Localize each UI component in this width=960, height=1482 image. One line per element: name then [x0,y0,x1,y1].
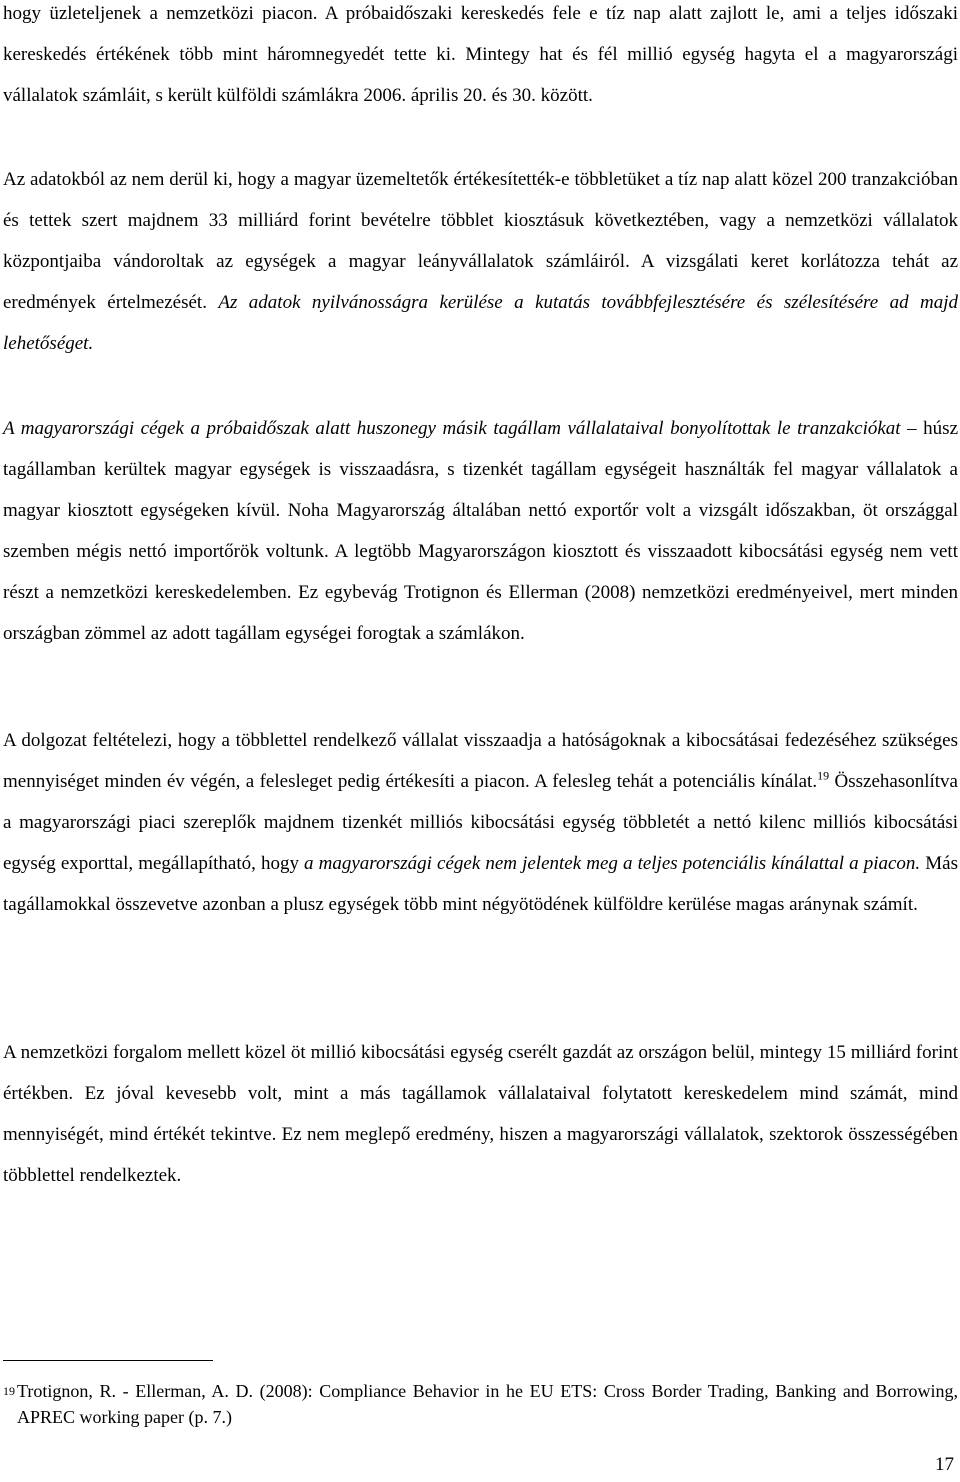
page-number: 17 [935,1454,954,1475]
paragraph-4-text-b: Összehasonlítva a magyarországi piaci szereplők majdnem tizenkét milliós kibocsátási egység többletét a nettó kilenc milliós kibocsátási egység exporttal, megállapítható, hogy [3,771,958,874]
paragraph-3 [3,408,958,654]
footnote-reference[interactable]: 19 [817,768,830,783]
paragraph-2-italic-text: Az adatok nyilvánosságra kerülése a kutatás továbbfejlesztésére és szélesítésére ad majd lehetőséget. [3,292,959,354]
paragraph-2-text: Az adatokból az nem derül ki, hogy a magyar üzemeltetők értékesítették-e többletüket a tíz nap alatt közel 200 tranzakcióban és tettek szert majdnem 33 milliárd forint bevételre többlet kiosztásuk következtében, vagy a nemzetközi vállalatok központjaiba vándoroltak az egységek a magyar leányvállalatok számláiról. A vizsgálati keret korlátozza tehát az eredmények értelmezését. [3,169,958,313]
footnote [3,1378,958,1430]
paragraph-4-text-c: Más tagállamokkal összevetve azonban a plusz egységek több mint négyötödének külföldre kerülése magas aránynak számít. [3,853,958,915]
paragraph-1 [3,0,958,116]
footnote-text: Trotignon, R. - Ellerman, A. D. (2008): Compliance Behavior in he EU ETS: Cross Border Trading, Banking and Borrowing, APREC working paper (p. 7.) [17,1381,958,1427]
paragraph-4-italic-text: a magyarországi cégek nem jelentek meg a teljes potenciális kínálattal a piacon. [304,853,921,874]
paragraph-2 [3,159,958,364]
paragraph-3-italic-text: A magyarországi cégek a próbaidőszak alatt huszonegy másik tagállam vállalataival bonyolítottak le tranzakciókat [3,418,901,439]
footnote-divider [3,1360,213,1361]
paragraph-5-text: A nemzetközi forgalom mellett közel öt millió kibocsátási egység cserélt gazdát az országon belül, mintegy 15 milliárd forint értékben. Ez jóval kevesebb volt, mint a más tagállamok vállalataival folytatott kereskedelem mind számát, mind mennyiségét, mind értékét tekintve. Ez nem meglepő eredmény, hiszen a magyarországi vállalatok, szektorok összességében többlettel rendelkeztek. [3,1042,958,1186]
paragraph-3-text: – húsz tagállamban kerültek magyar egységek is visszaadásra, s tizenkét tagállam egységeit használták fel magyar vállalatok a magyar kiosztott egységeken kívül. Noha Magyarország általában nettó exportőr volt a vizsgált időszakban, öt országgal szemben mégis nettó importőrök voltunk. A legtöbb Magyarországon kiosztott és visszaadott kibocsátási egység nem vett részt a nemzetközi kereskedelemben. Ez egybevág Trotignon és Ellerman (2008) nemzetközi eredményeivel, mert minden országban zömmel az adott tagállam egységei forogtak a számlákon. [3,418,958,644]
paragraph-1-text: hogy üzleteljenek a nemzetközi piacon. A próbaidőszaki kereskedés fele e tíz nap alatt zajlott le, ami a teljes időszaki kereskedés értékének több mint háromnegyedét tette ki. Mintegy hat és fél millió egység hagyta el a magyarországi vállalatok számláit, s került külföldi számlákra 2006. április 20. és 30. között. [3,3,958,106]
paragraph-4-text-a: A dolgozat feltételezi, hogy a többlettel rendelkező vállalat visszaadja a hatóságoknak a kibocsátásai fedezéséhez szükséges mennyiséget minden év végén, a felesleget pedig értékesíti a piacon. A felesleg tehát a potenciális kínálat. [3,730,958,792]
paragraph-4 [3,720,958,925]
paragraph-5 [3,1032,958,1196]
footnote-number: 19 [3,1384,15,1398]
